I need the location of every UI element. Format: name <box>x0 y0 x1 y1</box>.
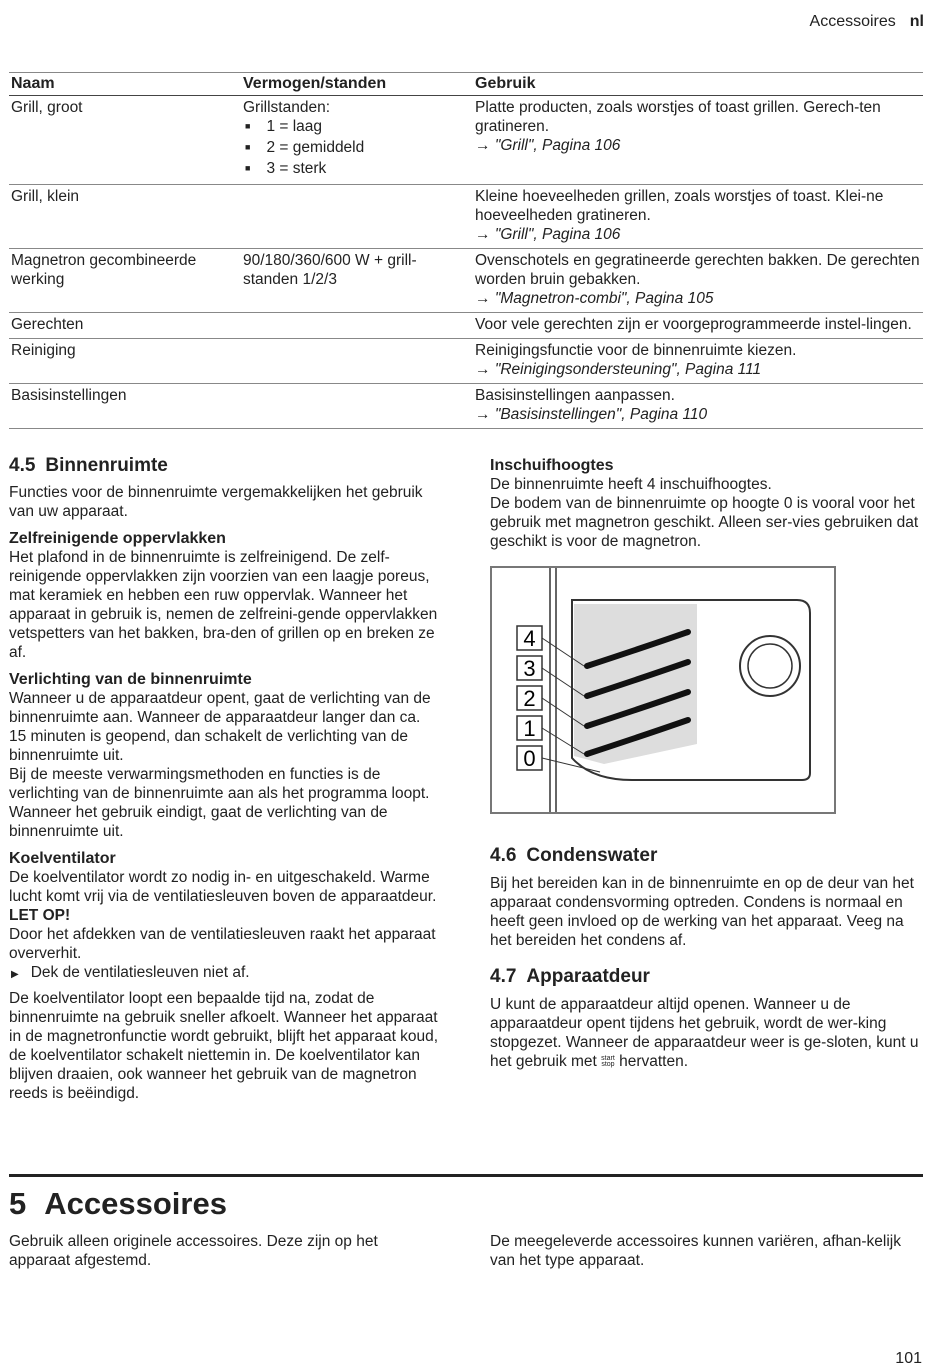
door-text-main: U kunt de apparaatdeur altijd openen. Wanneer u de apparaatdeur opent tijdens het gebruik, wordt de wer-king stopgezet. Wanneer de apparaatdeur weer is ge-sloten, kunt u het gebruik met <box>490 996 919 1070</box>
cell-name: Grill, groot <box>9 96 241 185</box>
subheading-self-cleaning: Zelfreinigende oppervlakken <box>9 530 226 547</box>
cell-name: Reiniging <box>9 339 241 384</box>
cross-reference-link[interactable]: → "Magnetron-combi", Pagina 105 <box>475 289 921 308</box>
lighting-text-2: Bij de meeste verwarmingsmethoden en functies is de verlichting van de binnenruimte aan als het programma loopt. Wanneer het gebruik eindigt, gaat de verlichting van de binnenruimte uit. <box>9 766 430 840</box>
shelf-levels-text-2: De bodem van de binnenruimte op hoogte 0 is vooral voor het gebruik met magnetron geschikt. Alleen ser-vies gebruiken dat geschikt is voor de magnetron. <box>490 495 919 550</box>
right-column-top <box>490 456 922 551</box>
door-text <box>490 995 922 1071</box>
cell-power <box>241 384 473 429</box>
oven-shelf-levels-illustration <box>490 566 836 814</box>
section-4-5-heading <box>9 456 441 475</box>
level-label-0: 0 <box>523 746 536 771</box>
triangle-bullet-icon: ▶ <box>11 969 19 980</box>
section-number: 4.6 <box>490 845 517 866</box>
subheading-lighting: Verlichting van de binnenruimte <box>9 671 252 688</box>
cell-power <box>241 96 473 185</box>
warning-action <box>9 963 441 984</box>
list-item: ■ 2 = gemiddeld <box>243 138 471 159</box>
header-section: Accessoires <box>809 13 896 30</box>
section-title: Binnenruimte <box>45 455 168 476</box>
cell-power <box>241 313 473 339</box>
table-row <box>9 249 923 313</box>
cooling-fan-text-2: De koelventilator loopt een bepaalde tijd na, zodat de binnenruimte na gebruik sneller afkoelt. Wanneer het apparaat in de magnetronfunctie wordt gebruikt, blijft het apparaat koud, de koelventilator schakelt niettemin in. De koelventilator kan blijven draaien, ook wanneer het gebruik van de magnetron reeds is beëindigd. <box>9 990 439 1102</box>
warning-title: LET OP! <box>9 907 71 924</box>
cell-use <box>473 249 923 313</box>
start-stop-icon <box>601 1056 615 1068</box>
list-item: ■ 3 = sterk <box>243 159 471 180</box>
section-4-6-heading <box>490 846 922 865</box>
chapter-intro-right: De meegeleverde accessoires kunnen variëren, afhan-kelijk van het type apparaat. <box>490 1233 901 1269</box>
chapter-title: Accessoires <box>44 1186 227 1221</box>
running-header <box>810 12 924 31</box>
use-text: Platte producten, zoals worstjes of toast grillen. Gerech-ten gratineren. <box>475 99 881 135</box>
start-label: start <box>601 1054 615 1062</box>
cell-use <box>473 384 923 429</box>
section-number: 4.5 <box>9 455 36 476</box>
use-text: Kleine hoeveelheden grillen, zoals worstjes of toast. Klei-ne hoeveelheden gratineren. <box>475 188 884 224</box>
use-text: Reinigingsfunctie voor de binnenruimte kiezen. <box>475 342 797 359</box>
use-text: Voor vele gerechten zijn er voorgeprogrammeerde instel-lingen. <box>475 316 912 333</box>
cell-name: Gerechten <box>9 313 241 339</box>
door-text-end: hervatten. <box>619 1053 689 1070</box>
table-row <box>9 313 923 339</box>
table-row <box>9 384 923 429</box>
cross-reference-link[interactable]: → "Reinigingsondersteuning", Pagina 111 <box>475 360 921 379</box>
cross-reference-link[interactable]: → "Grill", Pagina 106 <box>475 136 921 155</box>
right-column-bottom <box>490 846 922 1071</box>
section-4-7-heading <box>490 967 922 986</box>
cooling-fan-text-1: De koelventilator wordt zo nodig in- en uitgeschakeld. Warme lucht komt vrij via de ventilatiesleuven boven de apparaatdeur. <box>9 869 437 905</box>
grill-levels-list <box>243 117 471 180</box>
cell-use <box>473 339 923 384</box>
chapter-rule <box>9 1174 923 1177</box>
table-header-row <box>9 73 923 96</box>
chapter-number: 5 <box>9 1186 27 1221</box>
warning-action-text: Dek de ventilatiesleuven niet af. <box>30 964 250 981</box>
stop-label: stop <box>601 1060 615 1068</box>
self-cleaning-text: Het plafond in de binnenruimte is zelfreinigend. De zelf-reinigende oppervlakken zijn voorzien van een laagje poreus, mat keramiek en hebben een ruw oppervlak. Wanneer het apparaat in gebruik is, nemen de zelfreini-gende oppervlakken vetspetters van het bakken, bra-den of grillen op en breken ze af. <box>9 549 438 661</box>
left-column <box>9 456 441 1103</box>
section-title: Condenswater <box>526 845 658 866</box>
chapter-intro-left: Gebruik alleen originele accessoires. Deze zijn op het apparaat afgestemd. <box>9 1233 378 1269</box>
cell-power <box>241 185 473 249</box>
page-number: 101 <box>895 1350 922 1367</box>
level-label-4: 4 <box>523 626 536 651</box>
cross-reference-link[interactable]: → "Basisinstellingen", Pagina 110 <box>475 405 921 424</box>
table-row <box>9 185 923 249</box>
oven-cavity-drawing <box>492 568 834 812</box>
cell-name: Basisinstellingen <box>9 384 241 429</box>
level-label-3: 3 <box>523 656 536 681</box>
use-text: Basisinstellingen aanpassen. <box>475 387 675 404</box>
cell-use <box>473 185 923 249</box>
operating-modes-table <box>9 72 923 429</box>
subheading-cooling-fan: Koelventilator <box>9 850 116 867</box>
col-header-use: Gebruik <box>473 73 923 96</box>
cell-name: Magnetron gecombineerde werking <box>9 249 241 313</box>
col-header-name: Naam <box>9 73 241 96</box>
level-label-2: 2 <box>523 686 536 711</box>
cell-power: 90/180/360/600 W + grill-standen 1/2/3 <box>241 249 473 313</box>
section-title: Apparaatdeur <box>526 966 650 987</box>
section-intro: Functies voor de binnenruimte vergemakkelijken het gebruik van uw apparaat. <box>9 484 423 520</box>
warning-text: Door het afdekken van de ventilatiesleuven raakt het apparaat oververhit. <box>9 926 436 962</box>
chapter-5-heading <box>9 1186 227 1222</box>
cell-name: Grill, klein <box>9 185 241 249</box>
cell-use <box>473 313 923 339</box>
lighting-text-1: Wanneer u de apparaatdeur opent, gaat de verlichting van de binnenruimte aan. Wanneer de apparaatdeur langer dan ca. 15 minuten is geopend, dan schakelt de verlichting van de binnenruimte uit. <box>9 690 431 764</box>
cell-use <box>473 96 923 185</box>
condensation-text: Bij het bereiden kan in de binnenruimte en op de deur van het apparaat condensvorming optreden. Condens is normaal en heeft geen invloed op de werking van het apparaat. Veeg na het bereiden het condens af. <box>490 875 914 949</box>
power-intro: Grillstanden: <box>243 99 331 116</box>
level-label-1: 1 <box>523 716 536 741</box>
subheading-shelf-levels: Inschuifhoogtes <box>490 457 614 474</box>
table-row <box>9 339 923 384</box>
list-item: ■ 1 = laag <box>243 117 471 138</box>
cross-reference-link[interactable]: → "Grill", Pagina 106 <box>475 225 921 244</box>
cell-power <box>241 339 473 384</box>
table-row <box>9 96 923 185</box>
header-lang: nl <box>909 13 924 30</box>
use-text: Ovenschotels en gegratineerde gerechten bakken. De gerechten worden bruin gebakken. <box>475 252 920 288</box>
section-number: 4.7 <box>490 966 517 987</box>
col-header-power: Vermogen/standen <box>241 73 473 96</box>
shelf-levels-text-1: De binnenruimte heeft 4 inschuifhoogtes. <box>490 476 772 493</box>
